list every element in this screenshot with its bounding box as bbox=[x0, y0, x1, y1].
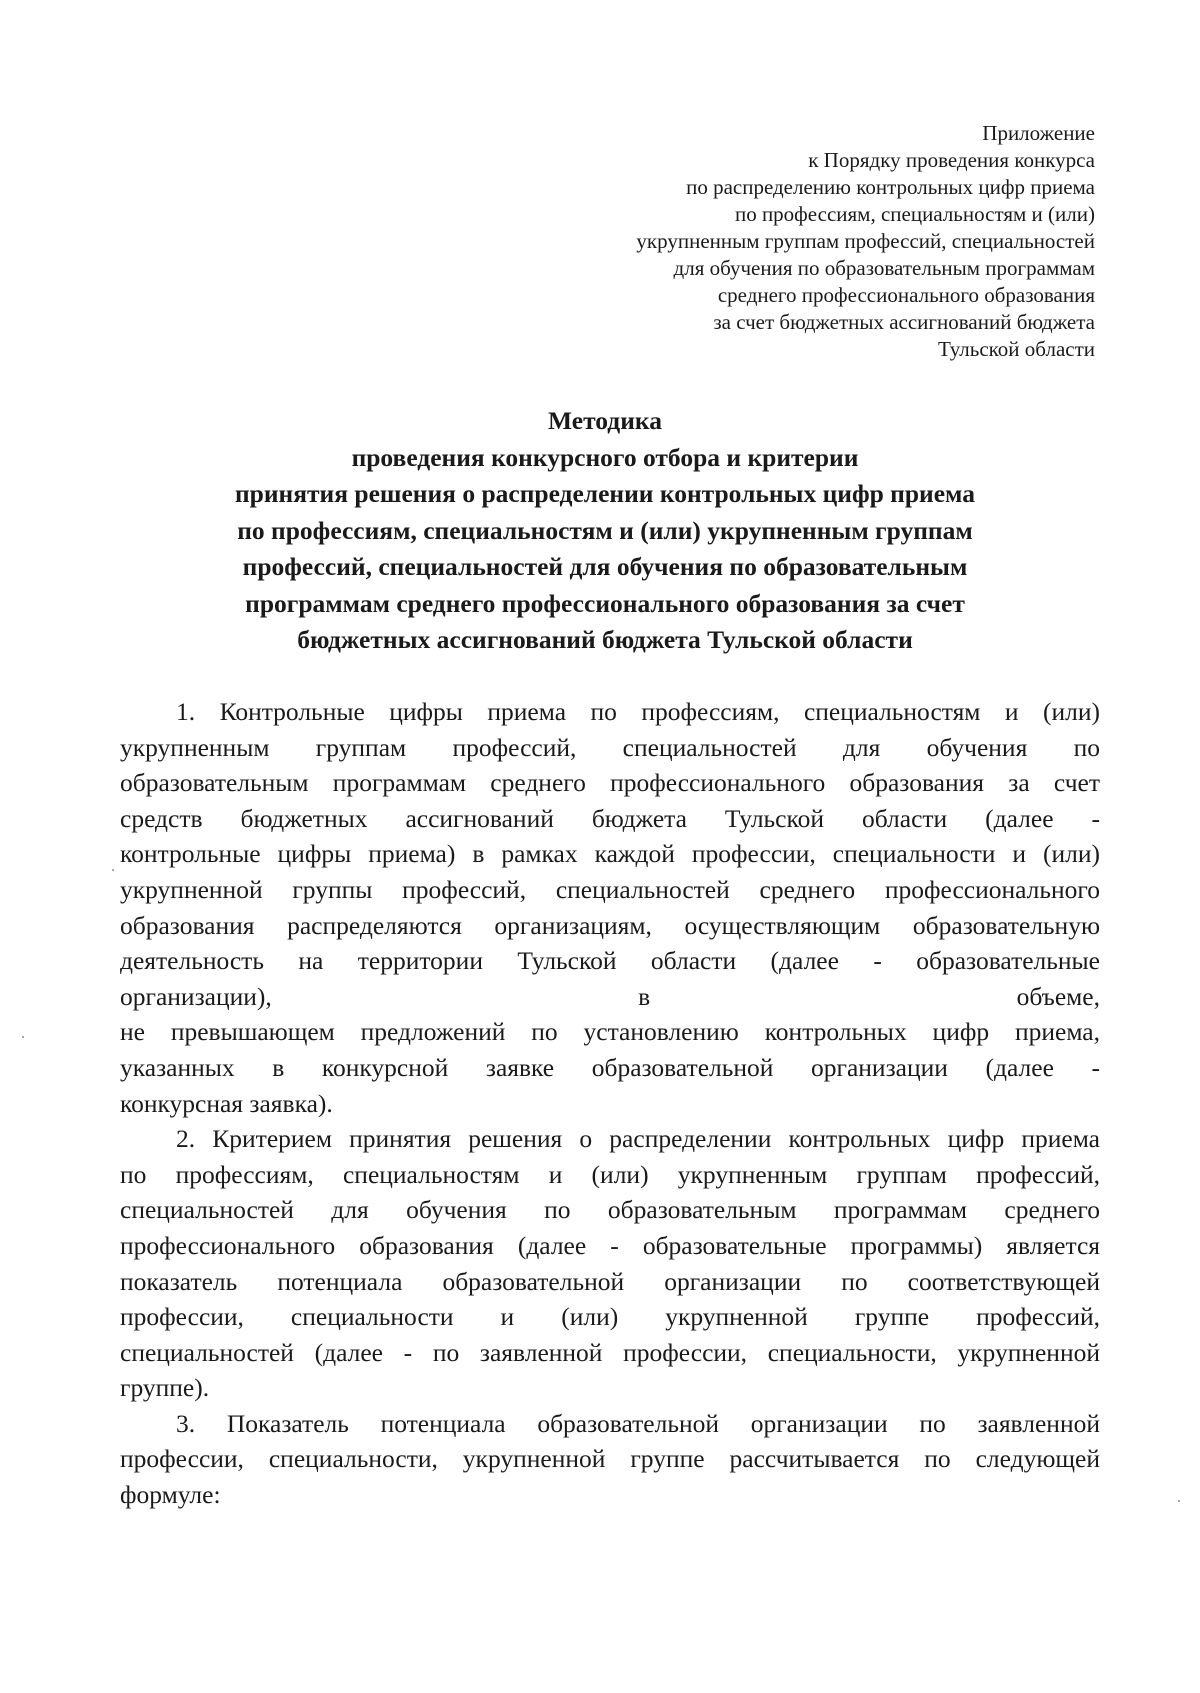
paragraph-1-line: образования распределяются организациям, осуществляющим образовательную bbox=[120, 910, 1100, 940]
appendix-header bbox=[455, 120, 1095, 363]
appendix-line: Приложение bbox=[982, 121, 1095, 145]
paragraph-2-line: специальностей для обучения по образовательным программам среднего bbox=[120, 1195, 1100, 1225]
paragraph-1-line: средств бюджетных ассигнований бюджета Тульской области (далее - bbox=[120, 803, 1100, 833]
paragraph-1-line: деятельность на территории Тульской области (далее - образовательные bbox=[120, 946, 1100, 976]
paragraph-2-line: по профессиям, специальностям и (или) укрупненным группам профессий, bbox=[120, 1159, 1100, 1189]
paragraph-1-line: конкурсная заявка). bbox=[120, 1088, 333, 1118]
paragraph-1-line: организации), в объеме, bbox=[120, 981, 1100, 1011]
paragraph-1-line: указанных в конкурсной заявке образовательной организации (далее - bbox=[120, 1052, 1100, 1082]
title-line: по профессиям, специальностям и (или) укрупненным группам bbox=[237, 515, 973, 545]
paragraph-1-line: не превышающем предложений по установлению контрольных цифр приема, bbox=[120, 1017, 1100, 1047]
paragraph-2-line: 2. Критерием принятия решения о распределении контрольных цифр приема bbox=[176, 1124, 1100, 1154]
appendix-line: укрупненным группам профессий, специальностей bbox=[636, 229, 1095, 253]
appendix-line: по профессиям, специальностям и (или) bbox=[734, 202, 1095, 226]
paragraph-1-line: контрольные цифры приема) в рамках каждой профессии, специальности и (или) bbox=[120, 839, 1100, 869]
title-line: Методика bbox=[548, 406, 662, 435]
paragraph-2-line: показатель потенциала образовательной организации по соответствующей bbox=[120, 1266, 1100, 1296]
title-line: бюджетных ассигнований бюджета Тульской области bbox=[297, 625, 913, 654]
appendix-line: к Порядку проведения конкурса bbox=[808, 148, 1095, 172]
appendix-line: для обучения по образовательным программам bbox=[673, 256, 1095, 280]
appendix-line: по распределению контрольных цифр приема bbox=[686, 175, 1095, 199]
paragraph-2-line: профессии, специальности и (или) укрупненной группе профессий, bbox=[120, 1302, 1100, 1332]
paragraph-3-line: формуле: bbox=[120, 1480, 221, 1510]
paragraph-3-line: профессии, специальности, укрупненной группе рассчитывается по следующей bbox=[120, 1444, 1100, 1474]
scan-speck bbox=[22, 1036, 24, 1038]
paragraph-2-line: профессионального образования (далее - образовательные программы) является bbox=[120, 1230, 1100, 1260]
title-line: проведения конкурсного отбора и критерии bbox=[351, 442, 859, 472]
document-title bbox=[110, 403, 1100, 659]
paragraph-1-line: укрупненной группы профессий, специальностей среднего профессионального bbox=[120, 874, 1100, 904]
paragraph-1-line: укрупненным группам профессий, специальностей для обучения по bbox=[120, 732, 1100, 762]
document-body bbox=[120, 694, 1100, 1513]
paragraph-1-line: образовательным программам среднего профессионального образования за счет bbox=[120, 768, 1100, 798]
appendix-line: за счет бюджетных ассигнований бюджета bbox=[713, 310, 1095, 334]
scan-speck bbox=[1178, 1500, 1180, 1502]
title-line: профессий, специальностей для обучения по образовательным bbox=[242, 552, 968, 581]
paragraph-2-line: группе). bbox=[120, 1373, 210, 1403]
appendix-line: Тульской области bbox=[937, 337, 1095, 361]
paragraph-1-line: 1. Контрольные цифры приема по профессиям, специальностям и (или) bbox=[176, 697, 1100, 726]
title-line: программам среднего профессионального образования за счет bbox=[245, 588, 965, 618]
scan-speck bbox=[112, 869, 114, 871]
title-line: принятия решения о распределении контрольных цифр приема bbox=[234, 479, 976, 508]
appendix-line: среднего профессионального образования bbox=[717, 283, 1095, 307]
paragraph-2-line: специальностей (далее - по заявленной профессии, специальности, укрупненной bbox=[120, 1337, 1100, 1367]
paragraph-3-line: 3. Показатель потенциала образовательной организации по заявленной bbox=[176, 1408, 1100, 1438]
